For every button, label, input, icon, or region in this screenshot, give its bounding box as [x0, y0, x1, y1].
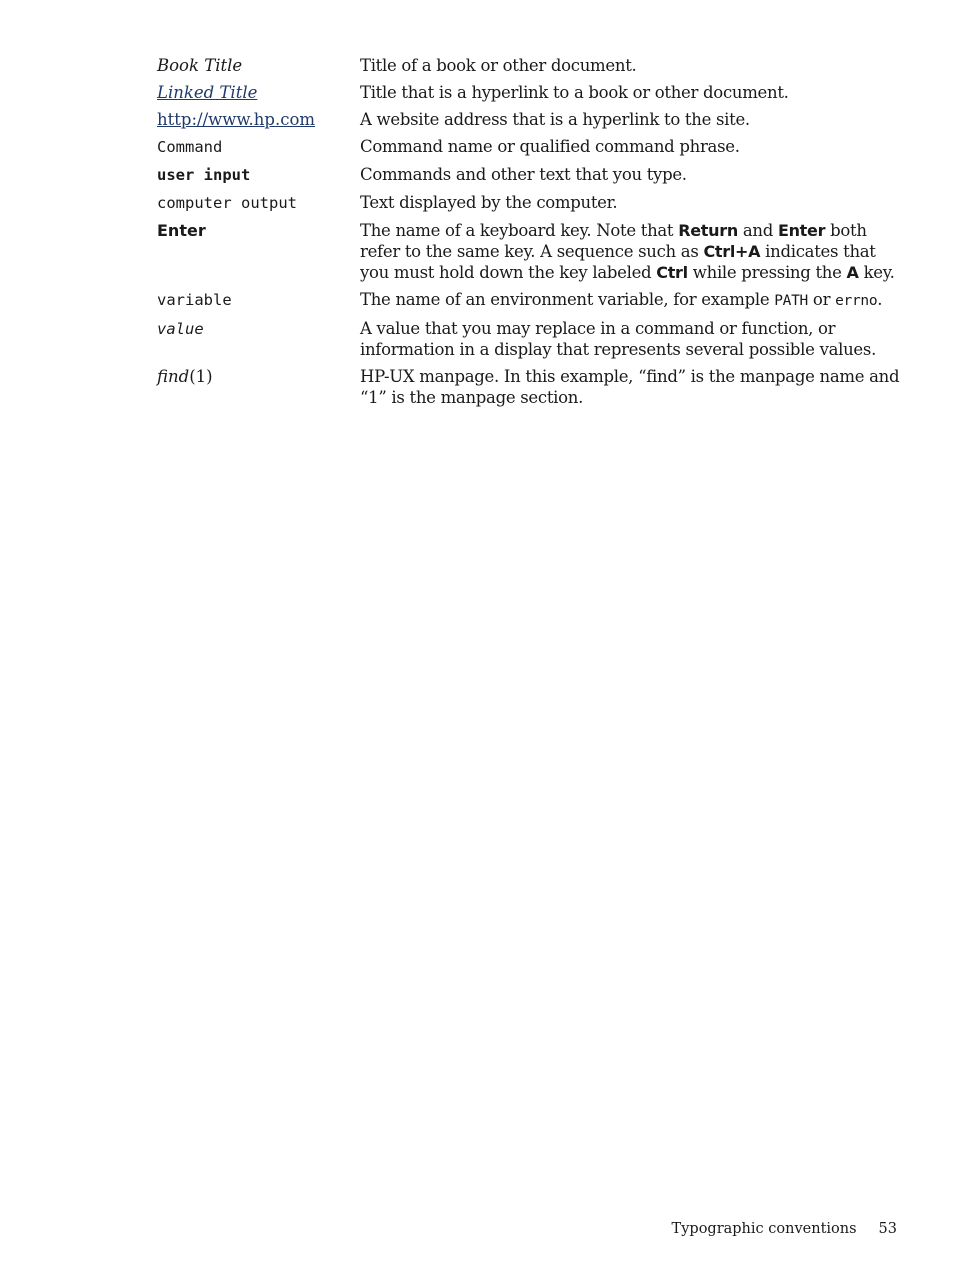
page-footer [672, 1221, 897, 1237]
key-name: Ctrl+A [703, 242, 761, 261]
key-name: A [846, 263, 859, 282]
desc-text: while pressing the [687, 263, 847, 282]
convention-row-book-title [157, 55, 902, 82]
manpage-section: (1) [189, 367, 213, 386]
term-label: Command [157, 138, 223, 156]
inline-code: errno [835, 293, 878, 309]
manpage-name: find [157, 367, 190, 386]
term-label: Book Title [157, 56, 243, 75]
convention-row-command [157, 136, 902, 164]
term-url [157, 109, 360, 136]
desc-text: The name of an environment variable, for example [360, 290, 775, 309]
description: A website address that is a hyperlink to the site. [360, 110, 750, 129]
term-label: variable [157, 291, 232, 309]
desc-text: and [737, 221, 778, 240]
convention-row-value [157, 318, 902, 366]
term-computer-output [157, 192, 360, 220]
convention-row-variable [157, 289, 902, 318]
inline-code: PATH [774, 293, 808, 309]
term-user-input [157, 164, 360, 192]
desc-text: or [807, 290, 836, 309]
description: A value that you may replace in a command or function, or information in a display that represents several possible values. [360, 319, 877, 359]
term-enter [157, 220, 360, 289]
convention-row-linked-title [157, 82, 902, 109]
term-book-title [157, 55, 360, 82]
description: Commands and other text that you type. [360, 165, 687, 184]
key-name: Return [678, 221, 738, 240]
website-link[interactable]: http://www.hp.com [157, 110, 316, 129]
description: Text displayed by the computer. [360, 193, 618, 212]
term-label: Enter [157, 221, 206, 240]
description: Command name or qualified command phrase. [360, 137, 740, 156]
term-label: value [157, 320, 204, 338]
convention-row-user-input [157, 164, 902, 192]
description: Title of a book or other document. [360, 56, 637, 75]
convention-row-manpage [157, 366, 902, 414]
description [360, 289, 902, 318]
description: Title that is a hyperlink to a book or other document. [360, 83, 789, 102]
term-label: user input [157, 166, 251, 184]
key-name: Enter [777, 221, 826, 240]
linked-title-link[interactable]: Linked Title [157, 83, 258, 102]
description: HP-UX manpage. In this example, “find” is the manpage name and “1” is the manpage section. [360, 367, 900, 407]
term-manpage [157, 366, 360, 414]
term-value [157, 318, 360, 366]
term-label: computer output [157, 194, 297, 212]
description [360, 220, 902, 289]
convention-row-computer-output [157, 192, 902, 220]
conventions-table [157, 55, 902, 414]
key-name: Ctrl [656, 263, 688, 282]
desc-text: The name of a keyboard key. Note that [360, 221, 679, 240]
desc-text: . [877, 290, 883, 309]
page-number: 53 [878, 1221, 897, 1237]
term-command [157, 136, 360, 164]
convention-row-enter [157, 220, 902, 289]
footer-section-title: Typographic conventions [671, 1221, 857, 1237]
convention-row-url [157, 109, 902, 136]
term-variable [157, 289, 360, 318]
desc-text: both refer to the same key. A sequence such as [360, 221, 867, 261]
term-linked-title [157, 82, 360, 109]
desc-text: indicates that you must hold down the key labeled [360, 242, 876, 282]
desc-text: key. [858, 263, 895, 282]
